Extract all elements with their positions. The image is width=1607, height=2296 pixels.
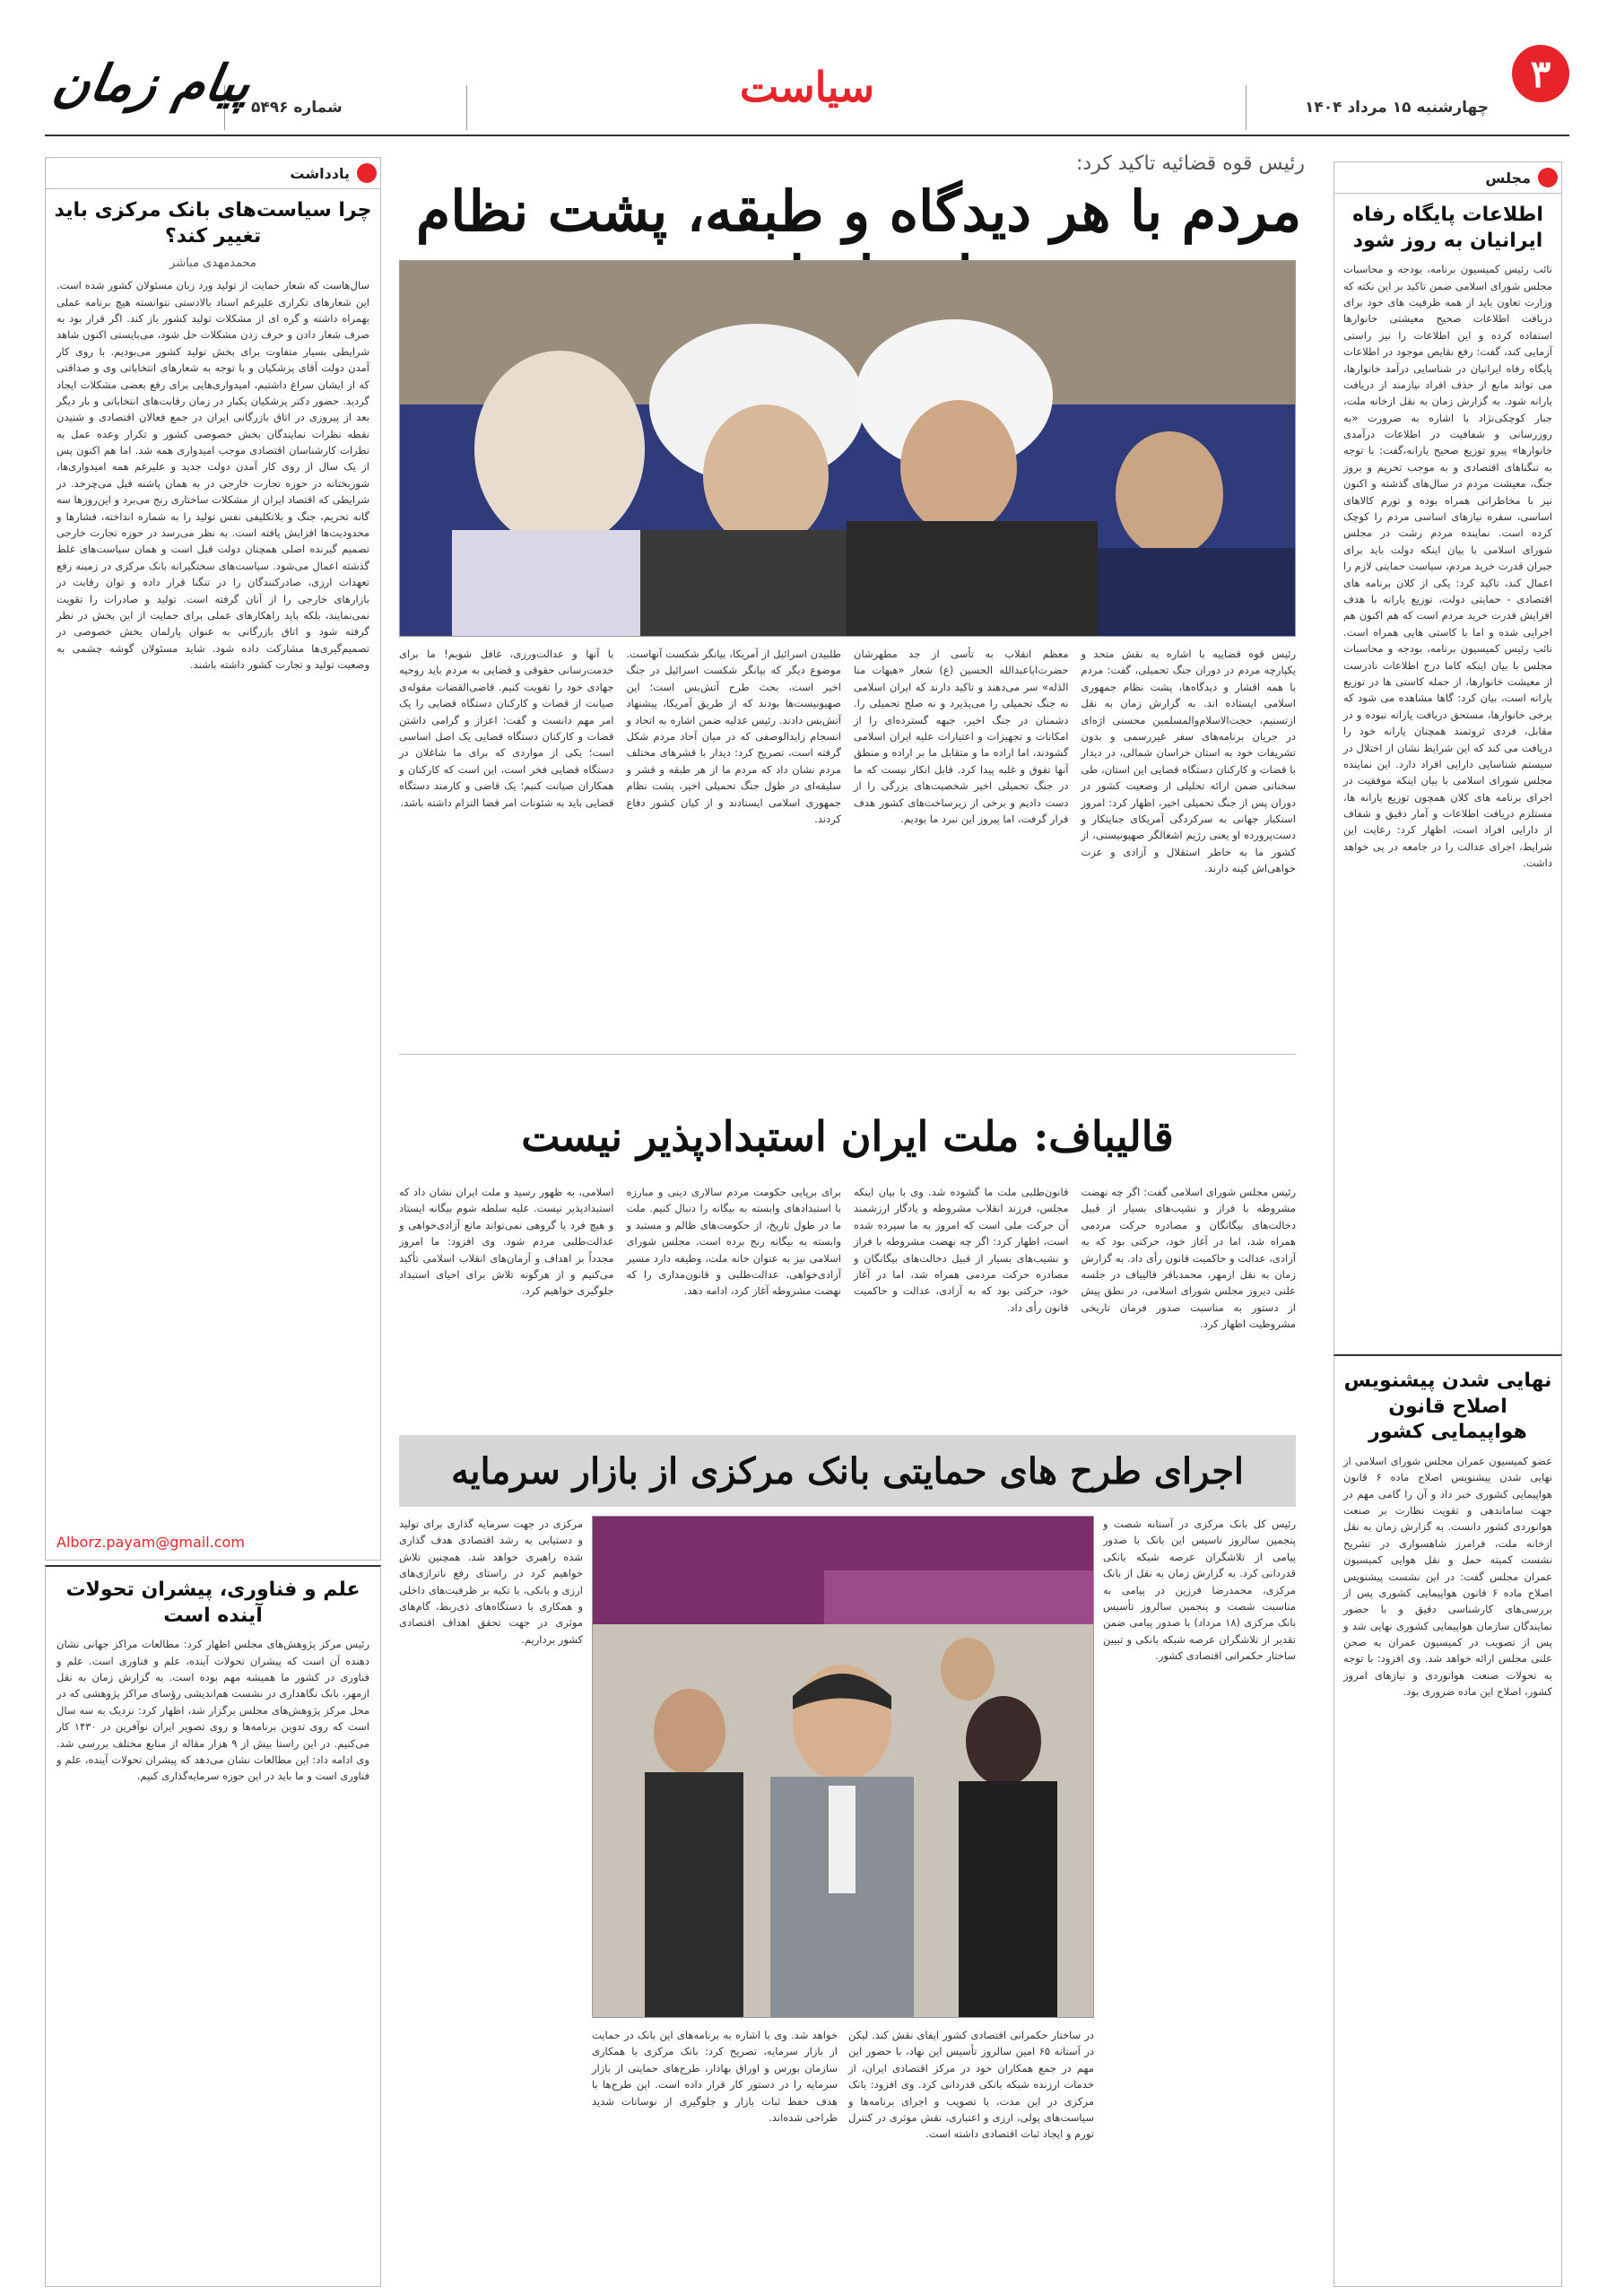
issue-number: شماره ۵۴۹۶ (251, 99, 343, 117)
article-1-col-3: طلبیدن اسرائیل از آمریکا، بیانگر شکست آنهاست. موضوع دیگر که بیانگر شکست اسرائیل در جنگ اخیر است، بحث طرح آتش‌بس است؛ این صهیونیست‌ها بودند که از طریق آمریکا، پیشنهاد آتش‌بس دادند. رئیس عدلیه ضمن اشاره به اتحاد و انسجام زایدالوصفی که در میان آحاد مردم شکل گرفته است، تصریح کرد: دیدار با قشرهای مختلف مردم نشان داد که مردم ما از هر طبقه و قشر و سلیقه‌ای در طول جنگ تحمیلی اخیر، پشت نظام جمهوری اسلامی ایستادند و از کیان کشور دفاع کردند. (626, 648, 841, 825)
divider (399, 1054, 1296, 1055)
judiciary-photo (399, 260, 1296, 637)
article-2-col-2: قانون‌طلبی ملت ما گشوده شد. وی با بیان اینکه مجلس، فرزند انقلاب مشروطه و یادگار ارزشمند آن حرکت ملی است که امروز به ما سپرده شده است، اظهار کرد: اگر چه نهضت مشروطه با فراز و نشیب‌های بسیار از قبیل دخالت‌های بیگانگان و مصادره حرکت مردمی همراه شد، اما در آغاز خود، حرکتی بود که به آزادی، عدالت و حاکمیت قانون رأی داد. (854, 1186, 1069, 1314)
article-body: رئیس مرکز پژوهش‌های مجلس اظهار کرد: مطالعات مراکز جهانی نشان دهنده آن است که پیشران تحولات آینده، علم و فناوری است. علم و فناوری در کشور ما همیشه مهم بوده است. به گزارش زمان به نقل ازمهر، بابک نگاهداری در نشست هم‌اندیشی رؤسای مراکز پژوهشی که در محل مرکز پژوهش‌های مجلس برگزار شد، اظهار کرد: نزدیک به سه سال است که روی تدوین برنامه‌ها و روی تصویر ایران نوآفرین در ۱۴۳۰ کار می‌کنیم. در این راستا بیش از ۹ هزار مقاله از منابع مختلف بررسی شد. وی ادامه داد: این مطالعات نشان می‌دهد که پیشران تحولات آینده، علم و فناوری است و ما باید در این حوزه سرمایه‌گذاری کنیم. (56, 1638, 370, 1783)
left-column-2 (45, 1565, 381, 2287)
column-tag-label: مجلس (1485, 169, 1531, 187)
article-3-col-1: رئیس کل بانک مرکزی در آستانه شصت و پنجمین سالروز تاسیس این بانک با صدور پیامی از تلاشگران عرصه شبکه بانکی قدردانی کرد. به گزارش زمان به نقل از بانک مرکزی، محمدرضا فرزین در پیامی به مناسبت شصت و پنجمین سالروز تأسیس بانک مرکزی (۱۸ مرداد) با صدور پیامی ضمن تقدیر از تلاشگران عرصه شبکه بانکی و تبیین ساختار حکمرانی اقتصادی کشور. (1103, 1518, 1296, 1663)
photo-illustration (592, 1517, 1093, 2018)
headline: مردم با هر دیدگاه و طبقه، پشت نظام (415, 178, 1302, 244)
page-number: ۳ (1512, 45, 1569, 102)
article-body: عضو کمیسیون عمران مجلس شورای اسلامی از نهایی شدن پیشنویس اصلاح ماده ۶ قانون هواپیمایی کشوری خبر داد و آن را گامی مهم در جهت ساماندهی و تقویت نظارت بر صنعت هوانوردی کشور دانست. به گزارش زمان به نقل ازخانه ملت، فرامرز شاهسواری در تشریح نشست کمیته حمل و نقل هوایی کمیسیون عمران مجلس گفت: در این نشست پیشنویس اصلاح ماده ۶ قانون هواپیمایی کشوری پس از بررسی‌های کارشناسی دقیق و با حضور نمایندگان سازمان هواپیمایی کشوری نهایی شد و پس از تصویب در کمیسیون عمران به صحن علنی مجلس ارائه خواهد شد. وی افزود: با توجه به تحولات صنعت هوانوردی و نیازهای امروز کشور، اصلاح این ماده ضروری بود. (1343, 1454, 1552, 1699)
author-name: محمدمهدی مباشر (169, 257, 256, 271)
author-email[interactable]: Alborz.payam@gmail.com (56, 1534, 245, 1551)
article-2-col-4: اسلامی، به ظهور رسید و ملت ایران نشان داد که استبدادپذیر نیست. علیه سلطه شوم بیگانه ایستاد و هیچ فرد یا گروهی نمی‌تواند مانع آزادی‌خواهی و عدالت‌طلبی مردم شود. وی افزود: ما امروز مجدداً بر اهداف و آرمان‌های انقلاب اسلامی تأکید می‌کنیم و از هرگونه تلاش برای احیای استبداد جلوگیری خواهیم کرد. (399, 1186, 614, 1298)
column-tag (1334, 162, 1561, 194)
article-2 (399, 1184, 1296, 1426)
kicker: رئیس قوه قضائیه تاکید کرد: (1076, 152, 1305, 175)
article-1-col-2: معظم انقلاب به تأسی از جد مطهرشان حضرت‌اباعبدالله الحسین (ع) شعار «هیهات منا الذله» سر می‌دهند و تاکید دارند که ایران اسلامی نه جنگ تحمیلی را می‌پذیرد و نه صلح تحمیلی را. دشمنان در جنگ اخیر، جبهه گسترده‌ای را از امکانات و تجهیزات و اعتبارات علیه ایران اسلامی گشودند، اما اراده ما و متقابل ما بر اراده و منطق آنها تفوق و غلبه پیدا کرد. قابل انکار نیست که ما در جنگ تحمیلی اخیر شخصیت‌های بزرگی را از دست دادیم و برخی از زیرساخت‌های کشور هدف قرار گرفت، اما پیروز این نبرد ما بودیم. (854, 648, 1069, 825)
article-1-col-4: با آنها و عدالت‌ورزی، غافل شویم! ما برای خدمت‌رسانی حقوقی و قضایی به مردم باید روحیه جهادی خود را تقویت کنیم. قاضی‌القضات مقوله‌ی صیانت از قضات و کارکنان دستگاه قضایی را یک امر مهم دانست و گفت: اعزاز و گرامی داشتن قضات و کارکنان دستگاه قضایی یک اصل اساسی است؛ یکی از مواردی که برای ما شاغلان در دستگاه قضایی فخر است، این است که کارکنان و همکاران صیانت کنیم؛ یک قاضی و کارمند دستگاه قضایی باید به شئونات امر قضا التزام داشته باشد. (399, 648, 614, 809)
right-column-2 (1333, 1354, 1562, 2287)
article-1-col-1: رئیس قوه قضاییه با اشاره به نقش متحد و یکپارچه مردم در دوران جنگ تحمیلی، گفت: مردم با همه اقشار و دیدگاه‌ها، پشت نظام جمهوری اسلامی ایستاده اند. به گزارش زمان به نقل ازتسنیم، حجت‌الاسلام‌والمسلمین محسنی اژه‌ای در جریان برنامه‌های سفر غیررسمی و بدون تشریفات خود به استان خراسان شمالی، در دیدار با قضات و کارکنان دستگاه قضایی این استان، طی سخنانی ضمن ارائه تحلیلی از وضعیت کشور در دوران پس از جنگ تحمیلی اخیر، اظهار کرد: امروز استکبار جهانی به سرکردگی آمریکای جنایتکار و دست‌پرورده او یعنی رژیم اشغالگر صهیونیستی، از کشور ما به خاطر استقلال و آزادی و عزت خواهی‌اش کینه دارند. (1081, 648, 1296, 875)
divider (466, 85, 467, 130)
article-title: نهایی شدن پیشنویس اصلاح قانون هواپیمایی کشور (1343, 1370, 1552, 1444)
column-tag-label: یادداشت (290, 164, 350, 182)
article-2-col-3: برای برپایی حکومت مردم سالاری دینی و مبارزه با استبدادهای وابسته به بیگانه را دنبال کنیم. ملت ما در طول تاریخ، از حکومت‌های ظالم و مستبد و وابسته به بیگانه رنج برده است. مجلس شورای اسلامی نیز به عنوان خانه ملت، وظیفه دارد مسیر آزادی‌خواهی، عدالت‌طلبی و قانون‌مداری را که نهضت مشروطه آغاز کرد، ادامه دهد. (626, 1186, 841, 1298)
article-1 (399, 646, 1296, 1040)
article-3-col-3: خواهد شد. وی با اشاره به برنامه‌های این بانک در حمایت از بازار سرمایه، تصریح کرد: بانک مرکزی با همکاری سازمان بورس و اوراق بهادار، طرح‌های حمایتی از بازار سرمایه را در دستور کار قرار داده است. این طرح‌ها با هدف حفظ ثبات بازار و جلوگیری از نوسانات شدید طراحی شده‌اند. (592, 2029, 838, 2124)
article-3-col-2: در ساختار حکمرانی اقتصادی کشور ایفای نقش کند. لیکن در آستانه ۶۵ امین سالروز تأسیس این نهاد، با حضور این مهم در جمع همکاران خود در مرکز اقتصادی ایران، از خدمات ارزنده شبکه بانکی قدردانی کرد. وی افزود: بانک مرکزی در این مدت، با تصویب و اجرای برنامه‌ها و سیاست‌های پولی، ارزی و اعتباری، نقش موثری در کنترل تورم و ایجاد ثبات اقتصادی داشته است. (848, 2029, 1094, 2141)
issue-date: چهارشنبه ۱۵ مرداد ۱۴۰۴ (1305, 99, 1489, 117)
subhead-2: اجرای طرح های حمایتی بانک مرکزی از بازار سرمایه (450, 1449, 1245, 1492)
photo-illustration (399, 261, 1295, 637)
section-title: سیاست (739, 63, 875, 111)
editorial-title: چرا سیاست‌های بانک مرکزی باید تغییر کند؟ (54, 199, 372, 248)
article-3-lower (592, 2027, 1094, 2278)
masthead (45, 36, 1569, 136)
newspaper-logo: پیام زمان (48, 54, 256, 113)
bank-photo (592, 1516, 1094, 2018)
article-3-col-4: مرکزی در جهت سرمایه گذاری برای تولید و دستیابی به رشد اقتصادی هدف گذاری شده راهبری خواهد شد. همچنین تلاش خواهیم کرد در راستای رفع ناترازی‌های ارزی و بانکی، با تکیه بر ظرفیت‌های داخلی و همکاری با دستگاه‌های ذی‌ربط، گام‌های موثری در جهت تحقق اهداف اقتصادی کشور برداریم. (399, 1518, 583, 1646)
subhead-1: قالیباف: ملت ایران استبدادپذیر نیست (521, 1112, 1174, 1161)
article-body: نائب رئیس کمیسیون برنامه، بودجه و محاسبات مجلس شورای اسلامی ضمن تاکید بر این نکته که وزارت تعاون باید از همه ظرفیت های خود برای دریافت اطلاعات صحیح معیشتی خانوارها استفاده کرده و این اطلاعات را نیز راستی آزمایی کند، گفت: رفع نقایص موجود در اطلاعات پایگاه رفاه ایرانیان در شناسایی درآمد خانوارها، می تواند مانع از حذف افراد نیازمند از دریافت یارانه شود. به گزارش زمان به نقل ازخانه ملت، جبار کوچکی‌نژاد با اشاره به ضرورت «به روزرسانی و شفافیت در اطلاعات درآمدی خانوارها» پیرو توزیع صحیح یارانه،گفت: با توجه به تنگناهای اقتصادی و به موجب تحریم و بروز جنگ، معیشت مردم در سال‌های گذشته و اکنون نیز با مخاطراتی همراه بوده و تورم کالاهای اساسی، سفره نیازهای اساسی مردم را کوچک کرده است. نماینده مردم رشت در مجلس شورای اسلامی با بیان اینکه دولت باید برای جبران قدرت خرید مردم، سیاست حمایتی لازم را اعمال کند، تاکید کرد: یکی از کلان برنامه های اقتصادی - حمایتی دولت، توزیع یارانه با هدف افزایش قدرت خرید مردم است که هم اکنون هم اجرایی شده و اما با کاستی هایی همراه است. نائب رئیس کمیسیون برنامه، بودجه و محاسبات مجلس با بیان اینکه کاما درج اطلاعات نادرست از معیشت خانوارها، از جمله کاستی ها در توزیع یارانه است، بیان کرد: گاها مشاهده می شود که برخی خانوارها، مستحق دریافت یارانه نبوده و در مقابل، فردی ثروتمند همچنان یارانه خود را دریافت می کند که این شرایط نشان از اختلال در سیستم شناسایی دارایی افراد دارد. این نماینده مجلس شورای اسلامی با بیان اینکه موفقیت در اجرای برنامه های کلان همچون توزیع یارانه ها، مستلزم دریافت اطلاعات و آمار دقیق و شفاف از دارایی افراد است، اظهار کرد: رعایت این شرایط، اجرای عدالت را در جامعه در پی خواهد داشت. (1343, 263, 1552, 870)
article-2-col-1: رئیس مجلس شورای اسلامی گفت: اگر چه نهضت مشروطه با فراز و نشیب‌های بسیار از قبیل دخالت‌های بیگانگان و مصادره حرکت مردمی همراه شد، اما در آغاز خود، حرکتی بود که به آزادی، عدالت و حاکمیت قانون رأی داد. به گزارش زمان به نقل ازمهر، محمدباقر قالیباف در جلسه علنی دیروز مجلس شورای اسلامی، در نطق پیش از دستور به مناسبت صدور فرمان تاریخی مشروطیت اظهار کرد. (1081, 1186, 1296, 1331)
article-title: علم و فناوری، پیشران تحولات آینده است (65, 1578, 360, 1627)
column-tag (46, 158, 380, 189)
editorial-body: سال‌هاست که شعار حمایت از تولید ورد زبان مسئولان کشور شده است. این شعارهای تکراری علیرغم اسناد بالادستی نتوانسته هیچ برنامه عملی بهمراه داشته و گره ای از مشکلات تولید کشور باز کند. اگر قرار بود به صرف شعار دادن و حرف زدن مشکلات حل شود، می‌بایستی اکنون شاهد شرایطی بسیار متفاوت برای بخش تولید کشور می‌بودیم. با روی کار آمدن دولت آقای پزشکیان و با توجه به شعارهای انتخاباتی وی و صداقتی که از ایشان سراغ داشتیم، امیدواری‌هایی برای رفع بعضی مشکلات ایجاد گردید. حضور دکتر پزشکیان یکبار در زمان رقابت‌های انتخاباتی و بار دیگر بعد از پیروزی در اتاق بازرگانی ایران در جمع فعالان اقتصادی و شنیدن نقطه نظرات نمایندگان بخش خصوصی کشور و تکرار وعده عمل به نظرات کارشناسان اقتصادی موجب امیدواری همه شد. اما هم اکنون پس از یک سال از روی کار آمدن دولت جدید و علیرغم همه امیدواری‌ها، شوربختانه در حوزه تجارت خارجی در به همان پاشنه قبل می‌چرخد. در شرایطی که اقتصاد ایران از مشکلات ساختاری رنج می‌برد و این‌روزها سه گانه تحریم، جنگ و بلاتکلیفی نفس تولید را به شماره انداخته، فشارها و محدودیت‌ها افزایش یافته است. به نظر می‌رسد در حوزه تجارت خارجی تصمیم گیرنده اصلی همچنان دولت قبل است و همان سیاست‌های غلط گذشته اعمال می‌شود. سیاست‌های سختگیرانه بانک مرکزی در زمینه رفع تعهدات ارزی، صادرکنندگان را در تنگنا قرار داده و توان رقابت در بازارهای خارجی را از آنان گرفته است. تولید و صادرات را تقویت نمی‌نمایند، بلکه باید راهکارهای عملی برای حمایت از این بخش در نظر گرفته شود و اتاق بازرگانی به عنوان پارلمان بخش خصوصی در تصمیم‌گیری‌ها مشارکت داده شود. شاید مسئولان گوشه چشمی به وضعیت تولید و تجارت کشور داشته باشند. (56, 279, 369, 672)
subhead-2-banner (399, 1435, 1296, 1507)
right-column (1333, 161, 1562, 1390)
tag-dot-icon (357, 163, 377, 183)
tag-dot-icon (1538, 168, 1558, 187)
left-column (45, 157, 381, 1561)
article-title: اطلاعات پایگاه رفاه ایرانیان به روز شود (1352, 204, 1543, 252)
